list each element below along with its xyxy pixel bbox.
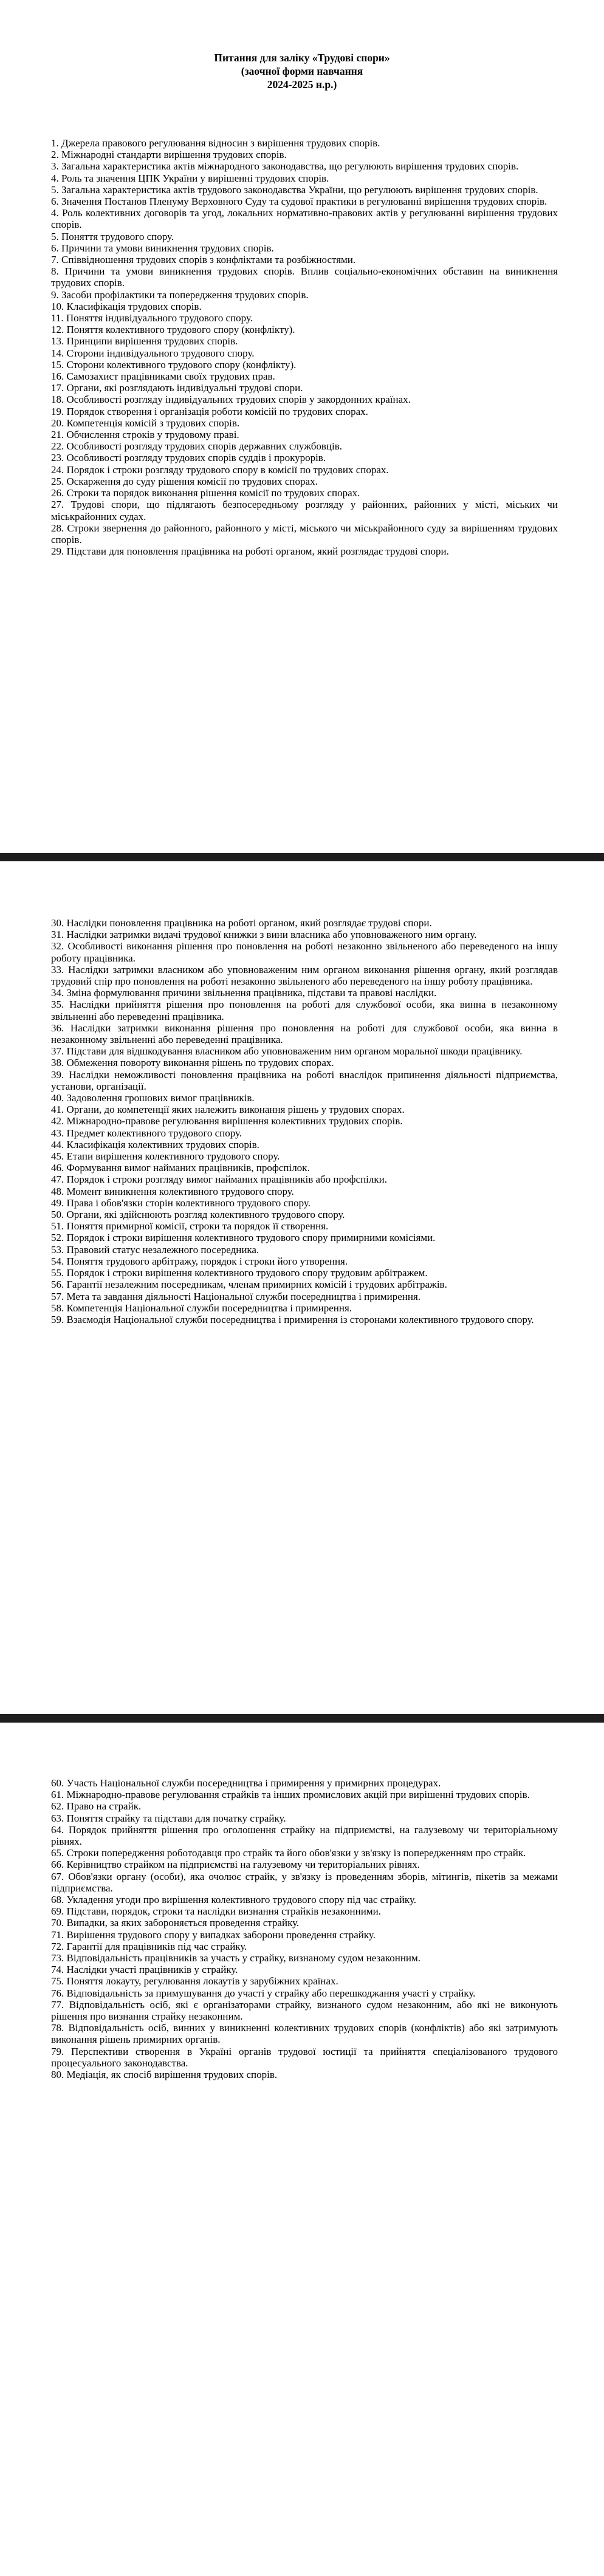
question-item: 5. Поняття трудового спору. (51, 230, 174, 242)
document-header (0, 0, 604, 91)
question-item: 52. Порядок і строки вирішення колективного трудового спору примирними комісіями. (51, 1232, 436, 1244)
question-item: 49. Права і обов'язки сторін колективного трудового спору. (51, 1197, 311, 1209)
question-item: 46. Формування вимог найманих працівників, профспілок. (51, 1162, 310, 1174)
question-item: 57. Мета та завдання діяльності Національної служби посередництва і примирення. (51, 1290, 421, 1302)
question-item: 16. Самозахист працівниками своїх трудових прав. (51, 371, 275, 383)
question-item: 39. Наслідки неможливості поновлення працівника на роботі внаслідок припинення діяльності підприємства, установи, організації. (51, 1068, 558, 1092)
question-item: 34. Зміна формулювання причини звільнення працівника, підстави та правові наслідки. (51, 987, 437, 999)
question-item: 32. Особливості виконання рішення про поновлення на роботі незаконно звільненого або переведеного на іншу роботу працівника. (51, 940, 558, 964)
question-item: 27. Трудові спори, що підлягають безпосередньому розгляду у районних, районних у місті, міських чи міськрайонних судах. (51, 499, 558, 522)
question-item: 8. Причини та умови виникнення трудових спорів. Вплив соціально-економічних обставин на виникнення трудових спорів. (51, 265, 558, 289)
question-item: 3. Загальна характеристика актів міжнародного законодавства, що регулюють вирішення трудових спорів. (51, 160, 519, 173)
question-item: 35. Наслідки прийняття рішення про поновлення на роботі для службової особи, яка винна в незаконному звільненні або переведенні працівника. (51, 999, 558, 1022)
question-item: 1. Джерела правового регулювання відносин з вирішення трудових спорів. (51, 137, 380, 149)
question-item: 13. Принципи вирішення трудових спорів. (51, 335, 238, 347)
question-item: 67. Обов'язки органу (особи), яка очолює страйк, у зв'язку із проведенням зборів, мітингів, пікетів за межами підприємства. (51, 1870, 558, 1894)
question-item: 38. Обмеження повороту виконання рішень по трудових спорах. (51, 1057, 334, 1069)
question-item: 30. Наслідки поновлення працівника на роботі органом, який розглядає трудові спори. (51, 917, 432, 929)
academic-year: 2024-2025 н.р.) (267, 78, 337, 91)
question-item: 53. Правовий статус незалежного посередника. (51, 1243, 259, 1256)
document-page-1 (0, 0, 604, 853)
question-item: 20. Компетенція комісій з трудових спорів. (51, 417, 240, 429)
question-item: 65. Строки попередження роботодавця про страйк та його обов'язки у зв'язку із попередженням про страйк. (51, 1847, 526, 1859)
question-item: 61. Міжнародно-правове регулювання страйків та інших промислових акцій при вирішенні трудових спорів. (51, 1789, 530, 1801)
question-item: 59. Взаємодія Національної служби посередництва і примирення із сторонами колективного трудового спору. (51, 1313, 534, 1325)
document-page-2 (0, 861, 604, 1714)
question-item: 21. Обчислення строків у трудовому праві. (51, 429, 239, 441)
question-list (51, 917, 558, 1325)
question-item: 7. Співвідношення трудових спорів з конфліктами та розбіжностями. (51, 254, 356, 266)
question-item: 78. Відповідальність осіб, винних у виникненні колективних трудових спорів (конфліктів) або які затримують виконання рішень примирних органів. (51, 2022, 558, 2046)
question-item: 73. Відповідальність працівників за участь у страйку, визнаному судом незаконним. (51, 1952, 421, 1964)
question-item: 31. Наслідки затримки видачі трудової книжки з вини власника або уповноваженого ним органу. (51, 929, 477, 941)
question-item: 56. Гарантії незалежним посередникам, членам примирних комісій і трудових арбітражів. (51, 1279, 447, 1291)
question-item: 22. Особливості розгляду трудових спорів державних службовців. (51, 440, 343, 453)
document-page-3 (0, 1723, 604, 2576)
question-item: 47. Порядок і строки розгляду вимог найманих працівників або профспілки. (51, 1174, 387, 1186)
question-item: 79. Перспективи створення в Україні органів трудової юстиції та прийняття спеціалізованого трудового процесуального законодавства. (51, 2045, 558, 2069)
question-item: 72. Гарантії для працівників під час страйку. (51, 1940, 247, 1952)
question-item: 70. Випадки, за яких забороняється проведення страйку. (51, 1917, 300, 1929)
question-item: 6. Значення Постанов Пленуму Верховного Суду та судової практики в регулюванні вирішення трудових спорів. (51, 196, 547, 208)
document-subtitle: (заочної форми навчання (241, 65, 363, 77)
question-item: 29. Підстави для поновлення працівника на роботі органом, який розглядає трудові спори. (51, 545, 449, 558)
question-item: 14. Сторони індивідуального трудового спору. (51, 347, 255, 359)
question-item: 75. Поняття локауту, регулювання локаутів у зарубіжних країнах. (51, 1975, 338, 1987)
question-item: 63. Поняття страйку та підстави для початку страйку. (51, 1812, 286, 1824)
question-item: 42. Міжнародно-правове регулювання вирішення колективних трудових спорів. (51, 1115, 403, 1127)
question-item: 2. Міжнародні стандарти вирішення трудових спорів. (51, 149, 287, 161)
question-item: 74. Наслідки участі працівників у страйку. (51, 1964, 238, 1976)
question-item: 64. Порядок прийняття рішення про оголошення страйку на підприємстві, на галузевому чи територіальному рівнях. (51, 1823, 558, 1848)
question-item: 33. Наслідки затримки власником або уповноваженим ним органом виконання рішення органу, який розглядав трудовий спір про поновлення на роботі незаконно звільненого або переведеного на іншу роботу працівника. (51, 963, 558, 988)
question-item: 37. Підстави для відшкодування власником або уповноваженим ним органом моральної шкоди працівнику. (51, 1045, 523, 1057)
question-item: 9. Засоби профілактики та попередження трудових спорів. (51, 289, 309, 301)
question-item: 17. Органи, які розглядають індивідуальні трудові спори. (51, 382, 303, 394)
question-item: 71. Вирішення трудового спору у випадках заборони проведення страйку. (51, 1929, 376, 1941)
question-item: 60. Участь Національної служби посередництва і примирення у примирних процедурах. (51, 1777, 441, 1789)
question-item: 4. Роль та значення ЦПК України у вирішенні трудових спорів. (51, 172, 329, 184)
question-item: 23. Особливості розгляду трудових спорів суддів і прокурорів. (51, 452, 326, 464)
question-item: 28. Строки звернення до районного, районного у місті, міського чи міськрайонного суду за вирішенням трудових спорів. (51, 522, 558, 545)
question-item: 26. Строки та порядок виконання рішення комісії по трудових спорах. (51, 487, 360, 499)
question-item: 43. Предмет колективного трудового спору. (51, 1127, 242, 1139)
question-item: 6. Причини та умови виникнення трудових спорів. (51, 242, 274, 254)
question-item: 62. Право на страйк. (51, 1800, 142, 1812)
question-item: 19. Порядок створення і організація роботи комісій по трудових спорах. (51, 405, 368, 417)
question-list (51, 1777, 558, 2080)
question-item: 36. Наслідки затримки виконання рішення про поновлення на роботі для службової особи, яка винна в незаконному звільненні або переведенні працівника. (51, 1022, 558, 1046)
question-item: 51. Поняття примирної комісії, строки та порядок її створення. (51, 1220, 329, 1232)
question-item: 80. Медіація, як спосіб вирішення трудових спорів. (51, 2069, 278, 2081)
question-item: 55. Порядок і строки вирішення колективного трудового спору трудовим арбітражем. (51, 1267, 428, 1279)
document-title: Питання для заліку «Трудові спори» (214, 52, 390, 64)
question-item: 10. Класифікація трудових спорів. (51, 300, 202, 312)
question-item: 18. Особливості розгляду індивідуальних трудових спорів у закордонних країнах. (51, 394, 411, 406)
question-item: 45. Етапи вирішення колективного трудового спору. (51, 1150, 280, 1163)
question-item: 5. Загальна характеристика актів трудового законодавства України, що регулюють вирішення трудових спорів. (51, 183, 538, 196)
question-item: 24. Порядок і строки розгляду трудового спору в комісії по трудових спорах. (51, 463, 389, 476)
question-list (51, 137, 558, 557)
question-item: 4. Роль колективних договорів та угод, локальних нормативно-правових актів у регулюванні вирішення трудових спорів. (51, 207, 558, 231)
question-item: 76. Відповідальність за примушування до участі у страйку або перешкоджання участі у страйку. (51, 1987, 476, 1999)
question-item: 41. Органи, до компетенції яких належить виконання рішень у трудових спорах. (51, 1104, 405, 1116)
question-item: 58. Компетенція Національної служби посередництва і примирення. (51, 1302, 352, 1314)
question-item: 44. Класифікація колективних трудових спорів. (51, 1138, 259, 1150)
question-item: 54. Поняття трудового арбітражу, порядок і строки його утворення. (51, 1255, 348, 1267)
question-item: 25. Оскарження до суду рішення комісії по трудових спорах. (51, 475, 318, 487)
question-item: 69. Підстави, порядок, строки та наслідки визнання страйків незаконними. (51, 1905, 381, 1918)
question-item: 40. Задоволення грошових вимог працівників. (51, 1092, 255, 1104)
question-item: 77. Відповідальність осіб, які є організаторами страйку, визнаного судом незаконним, або які не виконують рішення про визнання страйку незаконним. (51, 1998, 558, 2023)
question-item: 11. Поняття індивідуального трудового спору. (51, 312, 253, 324)
question-item: 15. Сторони колективного трудового спору (конфлікту). (51, 358, 297, 371)
question-item: 50. Органи, які здійснюють розгляд колективного трудового спору. (51, 1209, 345, 1221)
question-item: 68. Укладення угоди про вирішення колективного трудового спору під час страйку. (51, 1894, 417, 1906)
question-item: 12. Поняття колективного трудового спору (конфлікту). (51, 324, 295, 336)
question-item: 48. Момент виникнення колективного трудового спору. (51, 1185, 294, 1197)
question-item: 66. Керівництво страйком на підприємстві на галузевому чи територіальних рівнях. (51, 1859, 420, 1871)
